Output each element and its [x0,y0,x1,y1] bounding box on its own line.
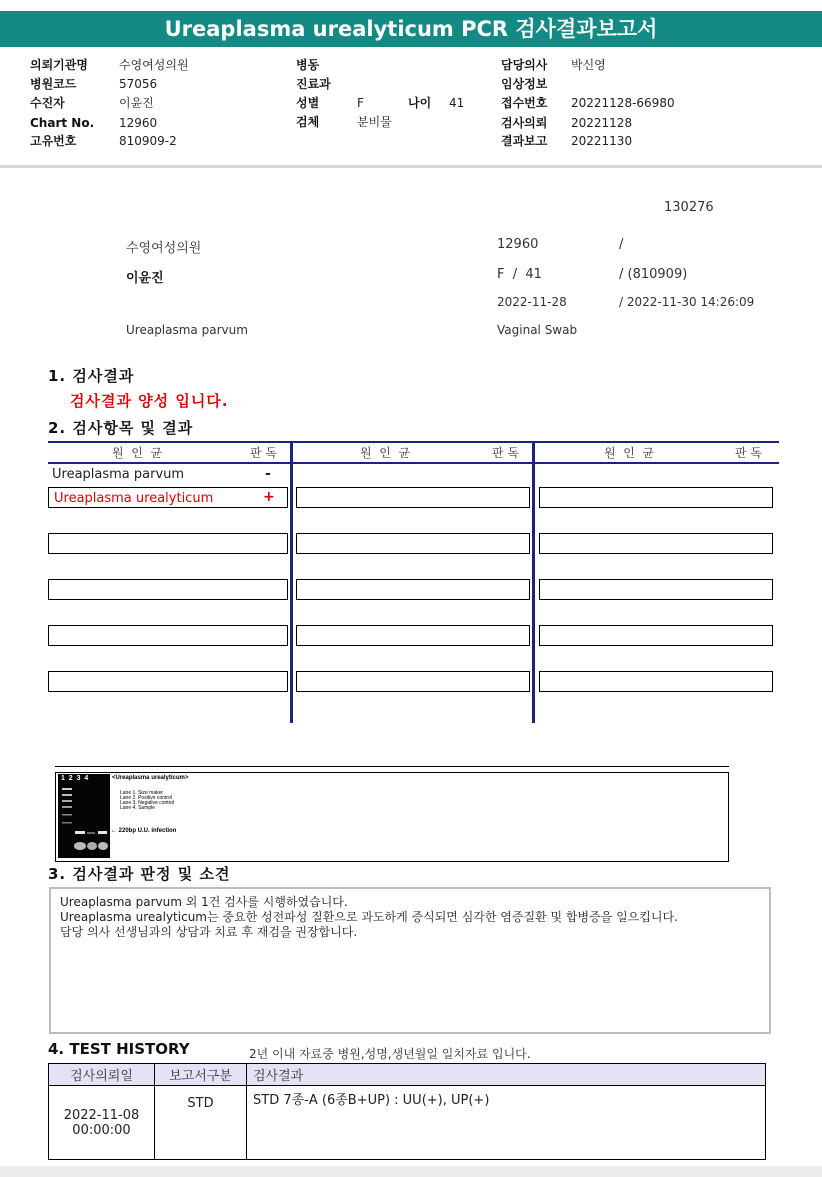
empty-result-box [48,579,288,600]
report-date-received: 2022-11-28 [497,295,567,309]
report-date-result: / 2022-11-30 14:26:09 [619,295,755,309]
specimen-label: 검체 [296,115,320,129]
age-label: 나이 [408,96,432,110]
receipt-no-label: 접수번호 [501,96,548,110]
empty-result-box [539,487,773,508]
hospital-code-label: 병원코드 [30,77,77,91]
report-id: 130276 [664,200,714,215]
chart-no-label: Chart No. [30,116,95,130]
table-row [49,1086,766,1160]
age-value: 41 [449,96,465,110]
column-header-organism: 원 인 균 [112,446,163,460]
section2-heading: 2. 검사항목 및 결과 [48,419,194,437]
report-birth: / (810909) [619,267,688,282]
history-type: STD [155,1086,247,1160]
gel-lane-1: Lane 1. Size maker [120,790,164,796]
report-date-label: 결과보고 [501,134,548,148]
report-specimen: Vaginal Swab [497,323,578,337]
department-label: 진료과 [296,77,331,91]
report-patient: 이윤진 [126,271,164,286]
empty-result-box [539,625,773,646]
receipt-no-value: 20221128-66980 [571,96,675,110]
empty-result-box [48,625,288,646]
section1-heading: 1. 검사결과 [48,367,135,385]
sex-value: F [357,96,364,110]
organism-name: Ureaplasma parvum [52,467,185,482]
opinion-line: Ureaplasma parvum 외 1건 검사를 시행하였습니다. [60,895,348,909]
table-header-line [48,462,779,464]
report-date-value: 20221130 [571,134,633,148]
report-chart: 12960 [497,237,539,252]
column-header-organism: 원 인 균 [360,446,411,460]
empty-result-box [296,579,530,600]
report-clinic: 수영여성의원 [126,241,202,256]
column-header-judge: 판 독 [250,446,277,460]
section3-heading: 3. 검사결과 판정 및 소견 [48,865,231,883]
specimen-value: 분비물 [357,115,392,129]
empty-result-box [296,487,530,508]
column-header-organism: 원 인 균 [604,446,655,460]
doctor-label: 담당의사 [501,58,548,72]
empty-result-box [296,625,530,646]
doctor-value: 박신영 [571,58,606,72]
gel-panel [55,772,729,862]
column-header-judge: 판 독 [492,446,519,460]
table-top-line [48,441,779,443]
section4-heading: 4. TEST HISTORY [48,1040,190,1058]
opinion-line: Ureaplasma urealyticum는 중요한 성전파성 질환으로 과도하게 증식되면 심각한 염증질환 및 합병증을 일으킵니다. [60,910,678,924]
column-header-judge: 판 독 [735,446,762,460]
clinic-value: 수영여성의원 [119,58,189,72]
gel-lane-numbers: 1 2 3 4 [61,775,89,782]
empty-result-box [539,579,773,600]
footer-bar [0,1166,822,1177]
clinical-info-label: 임상정보 [501,77,548,91]
hospital-code-value: 57056 [119,77,158,91]
empty-result-box [539,533,773,554]
column-divider [532,441,535,723]
result-summary: 검사결과 양성 입니다. [70,392,229,410]
judgement-sign: - [265,466,271,482]
gel-lane-3: Lane 3. Negative control [120,800,175,806]
gel-top-line [55,766,729,767]
column-header-report-type: 보고서구분 [155,1064,247,1086]
empty-result-box [539,671,773,692]
patient-label: 수진자 [30,96,65,110]
report-title: Ureaplasma urealyticum PCR 검사결과보고서 [0,11,822,47]
empty-result-box [296,533,530,554]
unique-no-value: 810909-2 [119,134,177,148]
gel-lane-2: Lane 2. Positive control [120,795,172,801]
history-note: 2년 이내 자료중 병원,성명,생년월일 일치자료 입니다. [249,1047,531,1061]
opinion-box [49,887,771,1034]
gel-title: <Ureaplasma urealyticum> [112,775,189,781]
empty-result-box [48,671,288,692]
history-result: STD 7종-A (6종B+UP) : UU(+), UP(+) [247,1086,766,1160]
table-header-row [49,1064,766,1086]
opinion-line: 담당 의사 선생님과의 상담과 치료 후 재검을 권장합니다. [60,925,358,939]
chart-no-value: 12960 [119,116,158,130]
unique-no-label: 고유번호 [30,134,77,148]
report-sex-age: F / 41 [497,267,542,282]
report-slash: / [619,237,624,252]
header-divider [0,165,822,168]
request-date-value: 20221128 [571,116,633,130]
request-date-label: 검사의뢰 [501,116,548,130]
report-test: Ureaplasma parvum [126,323,248,337]
empty-result-box [296,671,530,692]
test-history-table [48,1063,766,1160]
column-divider [290,441,293,723]
gel-electrophoresis-image [58,774,110,858]
patient-value: 이윤진 [119,96,154,110]
column-header-result: 검사결과 [247,1064,766,1086]
gel-band-label: ← 220bp U.U. infection [111,828,177,834]
clinic-label: 의뢰기관명 [30,58,88,72]
organism-name: Ureaplasma urealyticum [54,491,214,506]
judgement-sign: + [263,489,275,505]
ward-label: 병동 [296,58,320,72]
history-date: 2022-11-08 00:00:00 [49,1086,155,1160]
empty-result-box [48,533,288,554]
gel-lane-4: Lane 4. Sample [120,805,156,811]
column-header-request-date: 검사의뢰일 [49,1064,155,1086]
sex-label: 성별 [296,96,320,110]
